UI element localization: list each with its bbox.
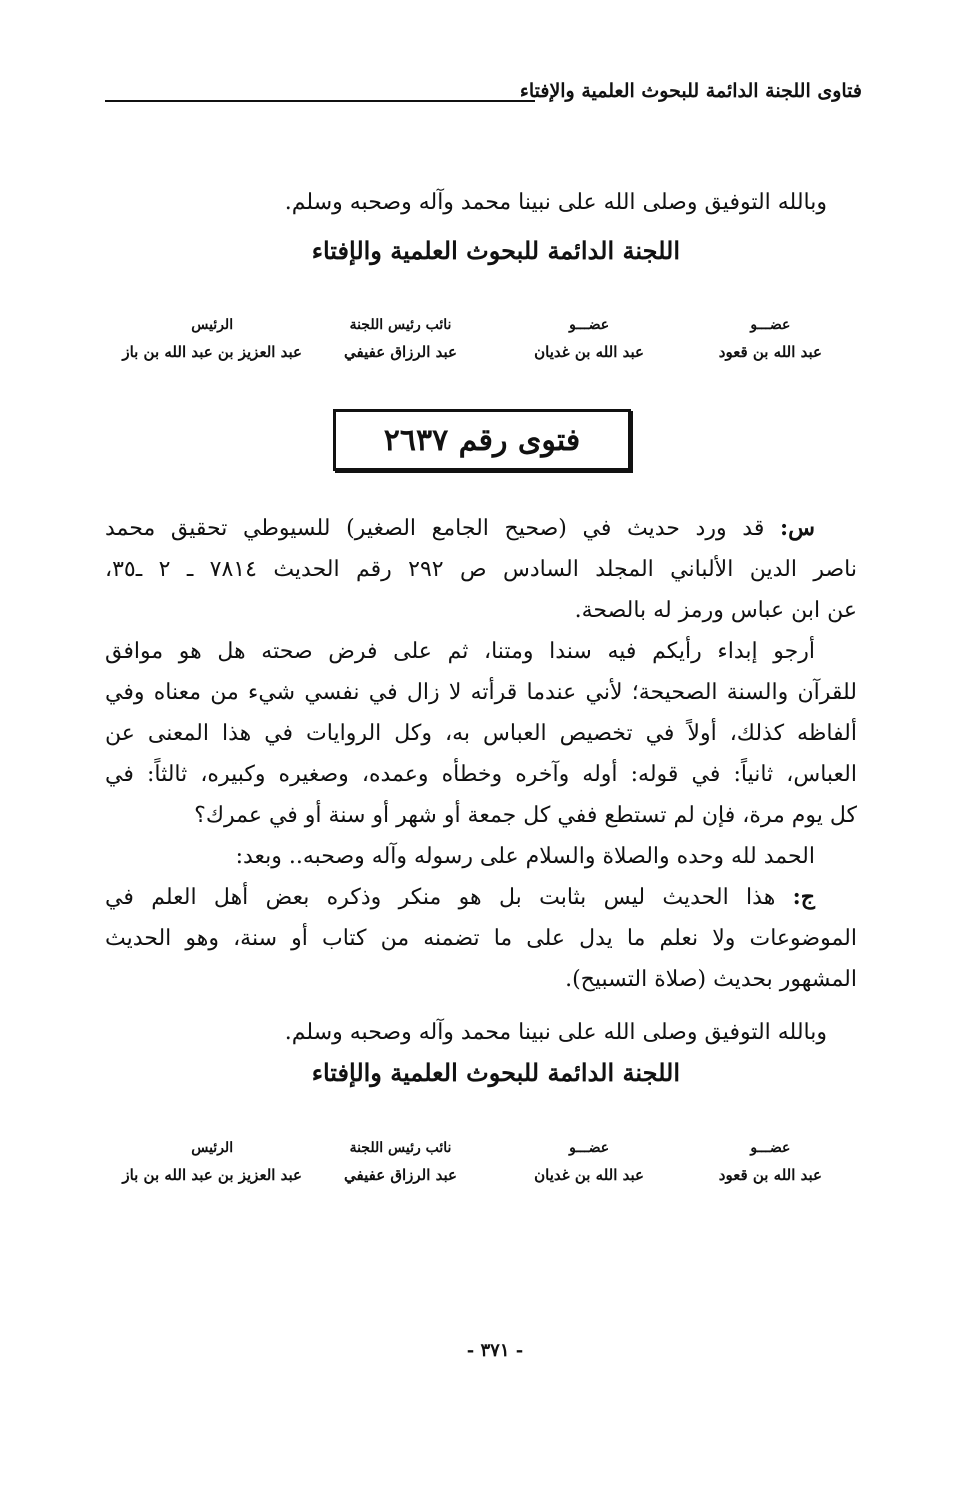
signatory-role: نائب رئيس اللجنة	[349, 317, 452, 333]
question-line: للقرآن والسنة الصحيحة؛ لأني عندما قرأته لا زال في نفسي شيء من معناه وفي	[105, 680, 857, 705]
signatory-role: نائب رئيس اللجنة	[349, 1140, 452, 1156]
signatory-role: عضـــو	[569, 317, 610, 333]
answer-line: المشهور بحديث (صلاة التسبيح).	[565, 967, 857, 992]
signatory-member	[534, 317, 644, 361]
signatory-name: عبد العزيز بن عبد الله بن باز	[122, 343, 302, 361]
signatory-role: الرئيس	[191, 1140, 234, 1156]
question-line: كل يوم مرة، فإن لم تستطع ففي كل جمعة أو شهر أو سنة أو في عمرك؟	[194, 803, 857, 828]
question-line: ناصر الدين الألباني المجلد السادس ص ٢٩٢ رقم الحديث ٧٨١٤ ـ ٢ ـ٣٥،	[105, 557, 857, 582]
question-line: العباس، ثانياً: في قوله: أوله وآخره وخطأه وعمده، وصغيره وكبيره، ثالثاً: في	[105, 762, 857, 787]
header-rule	[105, 100, 535, 102]
signatory-name: عبد الله بن قعود	[718, 343, 822, 361]
question-answer-body	[105, 508, 857, 1000]
question-line: س: قد ورد حديث في (صحيح الجامع الصغير) للسيوطي تحقيق محمد	[105, 515, 815, 541]
answer-label: ج:	[792, 884, 815, 910]
question-line: ألفاظه كذلك، أولاً في تخصيص العباس به، وكل الروايات في هذا المعنى عن	[105, 721, 857, 746]
question-line: عن ابن عباس ورمز له بالصحة.	[574, 598, 857, 623]
question-line: أرجو إبداء رأيكم فيه سندا ومتنا، ثم على فرض صحته هل هو موافق	[105, 639, 815, 664]
signatory-name: عبد الله بن غديان	[534, 343, 644, 361]
signatory-name: عبد الرزاق عفيفي	[343, 1166, 457, 1184]
committee-name: اللجنة الدائمة للبحوث العلمية والإفتاء	[311, 236, 680, 265]
signatory-name: عبد الله بن قعود	[718, 1166, 822, 1184]
signatory-name: عبد الله بن غديان	[534, 1166, 644, 1184]
signature-block	[100, 317, 822, 377]
signatory-name: عبد الرزاق عفيفي	[343, 343, 457, 361]
committee-name: اللجنة الدائمة للبحوث العلمية والإفتاء	[311, 1058, 680, 1087]
signatory-chair	[122, 1140, 302, 1184]
page-number: - ٣٧١ -	[466, 1340, 524, 1361]
signatory-vice-chair	[344, 317, 457, 361]
closing-prayer: وبالله التوفيق وصلى الله على نبينا محمد وآله وصحبه وسلم.	[284, 1020, 827, 1045]
signatory-member	[719, 1140, 822, 1184]
signature-block	[100, 1140, 822, 1200]
signatory-role: عضـــو	[569, 1140, 610, 1156]
running-header: فتاوى اللجنة الدائمة للبحوث العلمية والإفتاء	[519, 80, 862, 102]
signatory-name: عبد العزيز بن عبد الله بن باز	[122, 1166, 302, 1184]
fatwa-title: فتوى رقم ٢٦٣٧	[383, 422, 581, 458]
signatory-member	[534, 1140, 644, 1184]
question-label: س:	[780, 515, 815, 541]
signatory-member	[719, 317, 822, 361]
fatwa-title-box	[333, 409, 631, 471]
answer-preface: الحمد لله وحده والصلاة والسلام على رسوله وآله وصحبه.. وبعد:	[235, 844, 815, 869]
signatory-chair	[122, 317, 302, 361]
signatory-role: عضـــو	[750, 1140, 791, 1156]
signatory-role: عضـــو	[750, 317, 791, 333]
answer-line: الموضوعات ولا نعلم ما يدل على ما تضمنه من كتاب أو سنة، وهو الحديث	[105, 926, 857, 951]
closing-prayer: وبالله التوفيق وصلى الله على نبينا محمد وآله وصحبه وسلم.	[284, 190, 827, 215]
signatory-vice-chair	[344, 1140, 457, 1184]
answer-line: ج: هذا الحديث ليس بثابت بل هو منكر وذكره بعض أهل العلم في	[105, 884, 815, 910]
signatory-role: الرئيس	[191, 317, 234, 333]
